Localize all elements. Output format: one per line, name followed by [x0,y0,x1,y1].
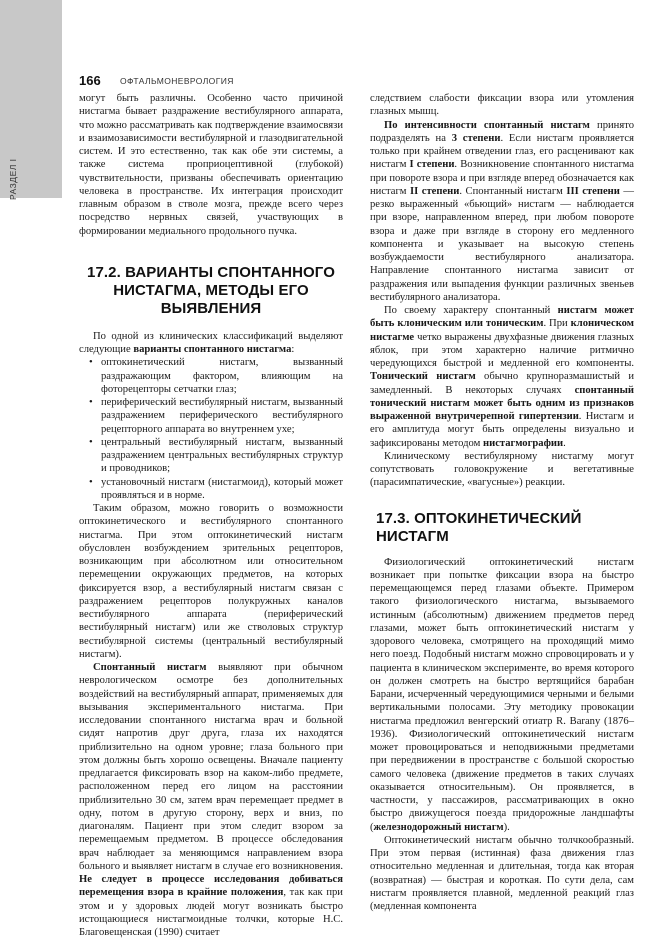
paragraph: По одной из клинических классификаций выделяют следующие варианты спонтанного нистагма: [79,330,343,355]
right-column [370,92,634,918]
paragraph: следствием слабости фиксации взора или утомления глазных мышц. [370,93,634,118]
paragraph: Спонтанный нистагм выявляют при обычном неврологическом осмотре без дополнительных воздействий на вестибулярный аппарат, применяемых для вызывания экспериментального нистагма. При исследовании спонтанного нистагма врач и больной сидят напротив друг друга, глаза их находятся приблизительно на одном уровне; глаза больного при этом должны быть хорошо освещены. Вначале пациенту предлагается фиксировать взор на каком-либо предмете, расположенном перед его лицом на расстоянии приблизительно 30 см, затем врач перемещает предмет в одну, потом в другую сторону, верх и вниз, по диагоналям. Пациент при этом следит взором за перемещаемым предметом. В процессе обследования врач наблюдает за меняющимся направлением взора больного и выявляет нистагм в случае его возникновения. Не следует в процессе исследования добиваться перемещения взора в крайние положения, так как при этом и у здоровых людей могут возникать быстро истощающиеся нистагмоидные толчки, которые Н.С. Благовещенская (1990) считает [79,662,343,938]
section-heading-17-3: 17.3. ОПТОКИНЕТИЧЕСКИЙ НИСТАГМ [376,509,582,545]
paragraph: Таким образом, можно говорить о возможности оптокинетического и вестибулярного спонтанного нистагма. При этом оптокинетический нистагм обусловлен возбуждением зрительных рецепторов, возникающим при абсолютном или относительном перемещении окружающих предметов, на которых фиксируется взор, а вестибулярный нистагм связан с раздражением рецепторов полукружных каналов вестибулярного аппарата (периферический вестибулярный нистагм) или же стволовых структур вестибулярной системы (центральный вестибулярный нистагм). [79,503,343,660]
section-label: РАЗДЕЛ I [8,158,18,200]
variants-list [79,356,343,502]
paragraph: По своему характеру спонтанный нистагм может быть клоническим или тоническим. При клоническом нистагме четко выражены двухфазные движения глазных яблок, при этом характерно наличие ритмично чередующихся быстрой и медленной его компоненты. Тонический нистагм обычно крупноразмашистый и замедленный. В некоторых случаях спонтанный тонический нистагм может быть одним из признаков выраженной внутричерепной гипертензии. Нистагм и его амплитуда могут быть определены визуально и зафиксированы методом нистагмографии. [370,305,635,449]
section-tab [0,0,62,198]
list-item: • периферический вестибулярный нистагм, вызванный раздражением периферического вестибулярного рецепторного аппарата во внутреннем ухе; [101,396,343,436]
section-heading-17-2: 17.2. ВАРИАНТЫ СПОНТАННОГО НИСТАГМА, МЕТОДЫ ЕГО ВЫЯВЛЕНИЯ [87,263,335,317]
list-item: • центральный вестибулярный нистагм, вызванный раздражением центральных вестибулярных структур и проводников; [101,436,343,476]
page-number: 166 [79,73,101,88]
paragraph: могут быть различны. Особенно часто причиной нистагма бывает раздражение вестибулярного аппарата, что можно рассматривать как подтверждение взаимосвязи и взаимозависимости вестибулярной и глазодвигательной систем. И это естественно, так как обе эти системы, а также система проприоцептивной (глубокой) чувствительности, призваны обеспечивать ориентацию человека в пространстве. Их интеграция происходит главным образом в стволе мозга, прежде всего через посредство нервных связей, участвующих в формировании медиального продольного пучка. [79,93,343,237]
paragraph: Клиническому вестибулярному нистагму могут сопутствовать головокружение и вегетативные (парасимпатические, «вагусные») реакции. [370,450,634,489]
paragraph: Оптокинетический нистагм обычно толчкообразный. При этом первая (истинная) фаза движения глаз относительно медленная и длительная, тогда как вторая (возвратная) — быстрая и короткая. По сути дела, сам нистагм проявляется плавной, медленной реакций глаз (медленная компонента [370,834,634,912]
list-item: • оптокинетический нистагм, вызванный раздражающим фактором, влияющим на фоторецепторы сетчатки глаз; [101,356,343,396]
paragraph: Физиологический оптокинетический нистагм возникает при попытке фиксации взора на быстро перемещающемся перед глазами объекте. Примером такого физиологического нистагма, вызываемого истинным (абсолютным) движением предметов перед глазами, может быть оптокинетический нистагм у здорового человека, смотрящего на проходящий мимо него поезд. Подобный нистагм можно спровоцировать и у пациента в клиническом эксперименте, во время которого он должен смотреть на быстро вертящийся барабан Барани, исчерченный чередующимися черными и белыми вертикальными полосами. Эту методику провокации нистагма предложил венгерский отиатр R. Barany (1876–1936). Физиологический оптокинетический нистагм может провоцироваться и неподвижными предметами при передвижении в пространстве с большой скоростью самого человека (движение предметов в таких случаях оказывается относительным). Он проявляется, в частности, у пассажиров, рассматривающих в окно быстро движущегося поезда придорожные ландшафты (железнодорожный нистагм). [370,556,634,833]
list-item: • установочный нистагм (нистагмоид), который может проявляться и в норме. [101,476,343,503]
paragraph: По интенсивности спонтанный нистагм принято подразделять на 3 степени. Если нистагм проявляется только при крайнем отведении глаз, его расценивают как нистагм I степени. Возникновение спонтанного нистагма при повороте взора и при взгляде вперед обозначается как нистагм II степени. Спонтанный нистагм III степени — резко выраженный «бьющий» нистагм — наблюдается при взоре, направленном вперед, при любом повороте взора и даже при взгляде в сторону его медленного компонента и указывает на высокую степень возбуждаемости вестибулярного анализатора. Направление спонтанного нистагма зависит от раздражения или выпадения функции различных звеньев вестибулярного анализатора. [370,119,634,303]
running-title: ОФТАЛЬМОНЕВРОЛОГИЯ [120,76,234,86]
left-column [79,92,343,938]
